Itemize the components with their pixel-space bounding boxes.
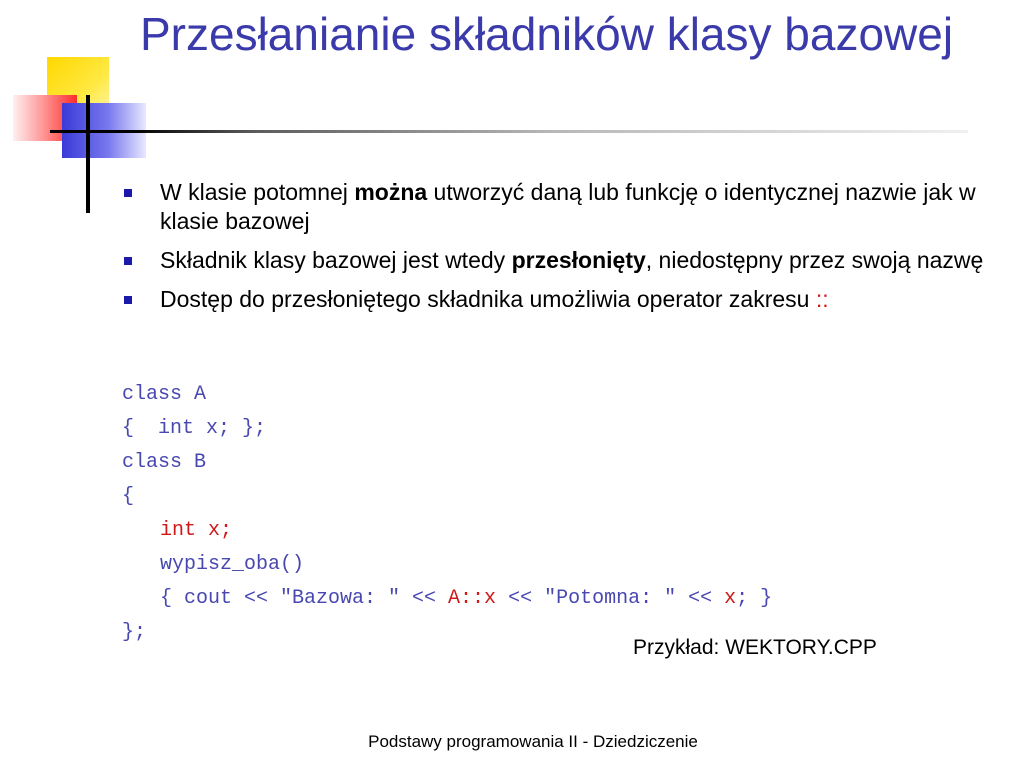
vertical-line-decoration xyxy=(86,95,90,213)
code-segment-highlighted: x xyxy=(724,587,737,610)
code-line: wypisz_oba() xyxy=(160,553,305,576)
slide-title: Przesłanianie składników klasy bazowej xyxy=(140,8,954,60)
title-underline xyxy=(50,130,968,133)
code-block xyxy=(122,378,772,650)
bullet-text: , niedostępny przez swoją nazwę xyxy=(645,247,984,273)
code-segment-highlighted: A::x xyxy=(448,587,497,610)
bullet-text: Dostęp do przesłoniętego składnika umożliwia operator zakresu xyxy=(160,286,816,312)
code-line xyxy=(122,582,772,616)
bullet-text: utworzyć daną lub funkcję o identycznej nazwie jak w klasie bazowej xyxy=(160,179,976,234)
square-bullet-icon xyxy=(124,189,132,197)
code-line: class A xyxy=(122,383,207,406)
code-line: { xyxy=(122,485,135,508)
bullet-item xyxy=(160,246,1010,275)
example-caption: Przykład: WEKTORY.CPP xyxy=(633,636,877,659)
code-line: }; xyxy=(122,621,147,644)
slide-footer: Podstawy programowania II - Dziedziczenie xyxy=(368,732,698,751)
scope-operator: :: xyxy=(815,286,829,312)
code-line-highlighted: int x; xyxy=(160,519,233,542)
bullet-bold-text: przesłonięty xyxy=(511,247,646,273)
bullet-bold-text: można xyxy=(354,179,428,205)
decorative-squares xyxy=(0,0,160,220)
code-line: class B xyxy=(122,451,207,474)
bullet-text: Składnik klasy bazowej jest wtedy xyxy=(160,247,512,273)
code-segment: ; } xyxy=(736,587,773,610)
square-bullet-icon xyxy=(124,296,132,304)
code-line: { int x; }; xyxy=(122,417,267,440)
bullet-list xyxy=(160,178,1010,324)
bullet-text: W klasie potomnej xyxy=(160,179,355,205)
code-segment: << "Potomna: " << xyxy=(496,587,725,610)
code-segment: { cout << "Bazowa: " << xyxy=(160,587,449,610)
square-bullet-icon xyxy=(124,257,132,265)
bullet-item xyxy=(160,178,1010,236)
bullet-item xyxy=(160,285,1010,314)
